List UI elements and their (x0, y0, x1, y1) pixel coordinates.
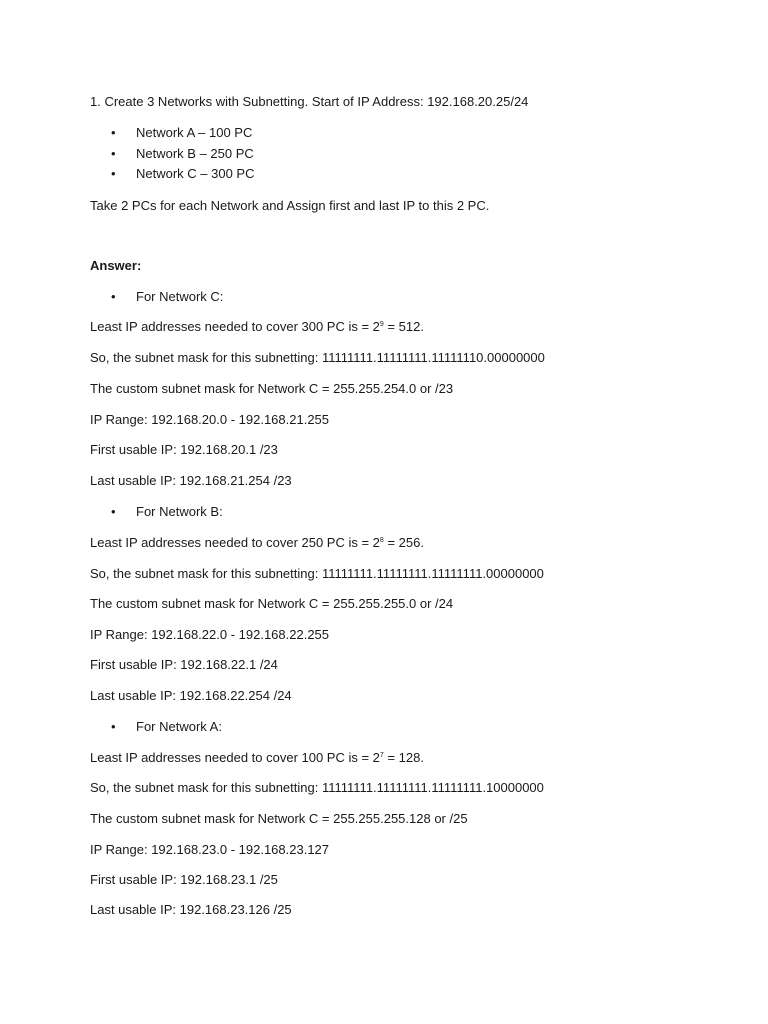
network-a-requirement: Network A – 100 PC (136, 125, 253, 140)
bullet-dot: • (111, 166, 116, 181)
network-c-mask-binary: So, the subnet mask for this subnetting: 11111111.11111111.11111110.00000000 (90, 350, 545, 365)
network-a-mask-binary: So, the subnet mask for this subnetting: 11111111.11111111.11111111.10000000 (90, 780, 544, 795)
network-b-requirement: Network B – 250 PC (136, 146, 254, 161)
network-c-requirement: Network C – 300 PC (136, 166, 255, 181)
network-b-least-ips: Least IP addresses needed to cover 250 PC is = $2^8 = 256$. (90, 535, 424, 550)
network-c-ip-range: IP Range: 192.168.20.0 - 192.168.21.255 (90, 412, 330, 427)
network-a-custom-mask: The custom subnet mask for Network C = 255.255.255.128 or /25 (90, 811, 468, 826)
network-b-heading: For Network B: (136, 504, 223, 519)
network-a-first-ip: First usable IP: 192.168.23.1 /25 (90, 872, 278, 887)
bullet-dot: • (111, 719, 116, 734)
bullet-dot: • (111, 146, 116, 161)
bullet-dot: • (111, 125, 116, 140)
bullet-dot: • (111, 289, 116, 304)
network-a-ip-range: IP Range: 192.168.23.0 - 192.168.23.127 (90, 842, 330, 857)
network-c-last-ip: Last usable IP: 192.168.21.254 /23 (90, 473, 292, 488)
network-b-first-ip: First usable IP: 192.168.22.1 /24 (90, 657, 278, 672)
network-c-least-ips: Least IP addresses needed to cover 300 PC is = $2^9 = 512$. (90, 319, 424, 334)
network-a-last-ip: Last usable IP: 192.168.23.126 /25 (90, 902, 292, 917)
network-b-ip-range: IP Range: 192.168.22.0 - 192.168.22.255 (90, 627, 330, 642)
answer-heading: Answer: (90, 258, 142, 273)
network-a-least-ips: Least IP addresses needed to cover 100 PC is = $2^7 = 128$. (90, 750, 424, 765)
question-title: 1. Create 3 Networks with Subnetting. Start of IP Address: 192.168.20.25/24 (90, 94, 529, 109)
network-b-last-ip: Last usable IP: 192.168.22.254 /24 (90, 688, 292, 703)
bullet-dot: • (111, 504, 116, 519)
network-c-heading: For Network C: (136, 289, 224, 304)
network-b-custom-mask: The custom subnet mask for Network C = 255.255.255.0 or /24 (90, 596, 454, 611)
network-a-heading: For Network A: (136, 719, 222, 734)
network-c-first-ip: First usable IP: 192.168.20.1 /23 (90, 442, 278, 457)
network-c-custom-mask: The custom subnet mask for Network C = 255.255.254.0 or /23 (90, 381, 454, 396)
instruction-text: Take 2 PCs for each Network and Assign first and last IP to this 2 PC. (90, 198, 490, 213)
network-b-mask-binary: So, the subnet mask for this subnetting: 11111111.11111111.11111111.00000000 (90, 566, 544, 581)
